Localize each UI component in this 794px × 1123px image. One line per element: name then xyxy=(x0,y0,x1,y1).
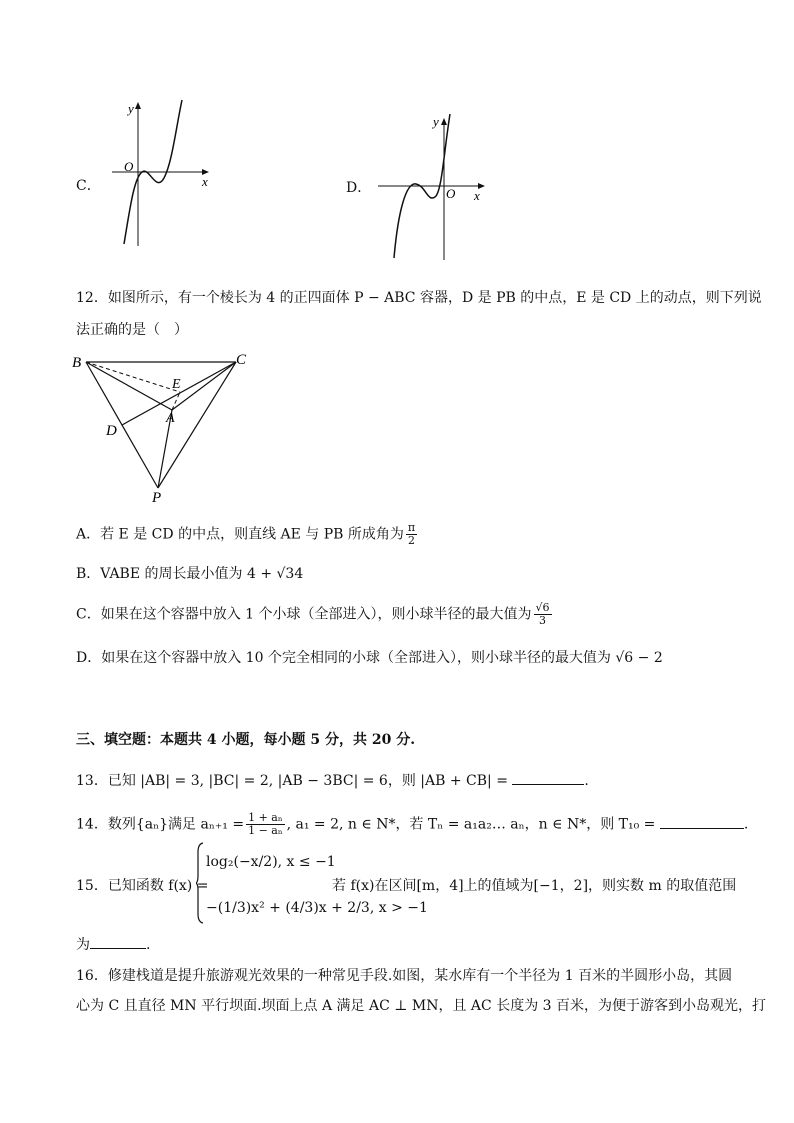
q15-suffix: 若 f(x)在区间[m，4]上的值域为[−1，2]，则实数 m 的取值范围 xyxy=(332,878,737,894)
q14-pre: 14．数列{aₙ}满足 aₙ₊₁ = xyxy=(76,816,245,833)
q12-option-a xyxy=(76,522,419,547)
answer-blank[interactable] xyxy=(660,814,744,829)
y-axis-label: y xyxy=(128,101,134,116)
x-axis-label: x xyxy=(202,174,208,189)
fraction-numerator: 1 + aₙ xyxy=(248,811,283,824)
y-axis-label: y xyxy=(433,114,439,129)
piecewise-brace xyxy=(196,842,204,924)
fraction-denominator: 1 − aₙ xyxy=(248,824,283,837)
q13-text: 13．已知 |AB| = 3, |BC| = 2, |AB − 3BC| = 6，则 |AB + CB| = xyxy=(76,773,508,789)
vertex-a-label: A xyxy=(166,411,175,426)
option-c-label: C． xyxy=(76,178,101,194)
q12-option-d: D．如果在这个容器中放入 10 个完全相同的小球（全部进入），则小球半径的最大值为 √6 − 2 xyxy=(76,650,663,666)
answer-blank[interactable] xyxy=(512,770,584,785)
q12-line2: 法正确的是（ ） xyxy=(76,322,188,338)
q16-line1: 16．修建栈道是提升旅游观光效果的一种常见手段.如图，某水库有一个半径为 1 百米的半圆形小岛，其圆 xyxy=(76,968,733,984)
vertex-c-label: C xyxy=(236,352,247,368)
tetrahedron-figure xyxy=(68,348,258,504)
graph-c xyxy=(112,98,222,248)
origin-label: O xyxy=(124,159,134,174)
answer-blank[interactable] xyxy=(90,934,146,949)
point-d-label: D xyxy=(106,423,117,439)
fraction xyxy=(534,602,552,627)
fraction-denominator: 2 xyxy=(408,534,416,547)
q14 xyxy=(76,812,748,837)
y-arrow-icon xyxy=(135,102,141,109)
fraction-numerator: π xyxy=(407,521,416,534)
q14-end: . xyxy=(743,816,749,833)
x-axis-label: x xyxy=(474,188,480,203)
q12-line1: 12．如图所示，有一个棱长为 4 的正四面体 P − ABC 容器，D 是 PB 的中点，E 是 CD 上的动点，则下列说 xyxy=(76,290,762,306)
y-arrow-icon xyxy=(441,118,447,125)
q14-post: , a₁ = 2, n ∈ N*，若 Tₙ = a₁a₂… aₙ，n ∈ N*，则 T₁₀ = xyxy=(286,816,656,833)
vertex-b-label: B xyxy=(72,355,82,371)
q13 xyxy=(76,770,589,791)
q15-case2: −(1/3)x² + (4/3)x + 2/3, x > −1 xyxy=(206,900,428,916)
fraction-denominator: 3 xyxy=(539,614,547,627)
q15-line2-text: 为 xyxy=(76,937,90,953)
graph-d xyxy=(378,112,490,262)
q15-case1: log₂(−x/2), x ≤ −1 xyxy=(206,854,336,870)
q12-option-a-text: A．若 E 是 CD 的中点，则直线 AE 与 PB 所成角为 xyxy=(76,526,404,543)
section-title: 三、填空题：本题共 4 小题，每小题 5 分，共 20 分. xyxy=(76,732,416,748)
q15-end: . xyxy=(146,937,151,953)
q15-line2 xyxy=(76,934,150,955)
q12-option-c xyxy=(76,602,554,627)
vertex-p-label: P xyxy=(152,490,162,504)
fraction xyxy=(246,812,285,837)
q13-end: . xyxy=(584,773,589,789)
origin-label: O xyxy=(446,186,456,201)
q12-option-b: B．VABE 的周长最小值为 4 + √34 xyxy=(76,566,304,582)
q16-line2: 心为 C 且直径 MN 平行坝面.坝面上点 A 满足 AC ⊥ MN，且 AC 长度为 3 百米，为便于游客到小岛观光，打 xyxy=(76,998,767,1014)
fraction xyxy=(406,522,417,547)
fraction-numerator: √6 xyxy=(535,601,550,614)
point-e-label: E xyxy=(172,377,181,392)
q15-prefix: 15．已知函数 f(x) = xyxy=(76,878,209,894)
option-d-label: D． xyxy=(346,180,372,196)
q12-option-c-text: C．如果在这个容器中放入 1 个小球（全部进入），则小球半径的最大值为 xyxy=(76,606,532,623)
